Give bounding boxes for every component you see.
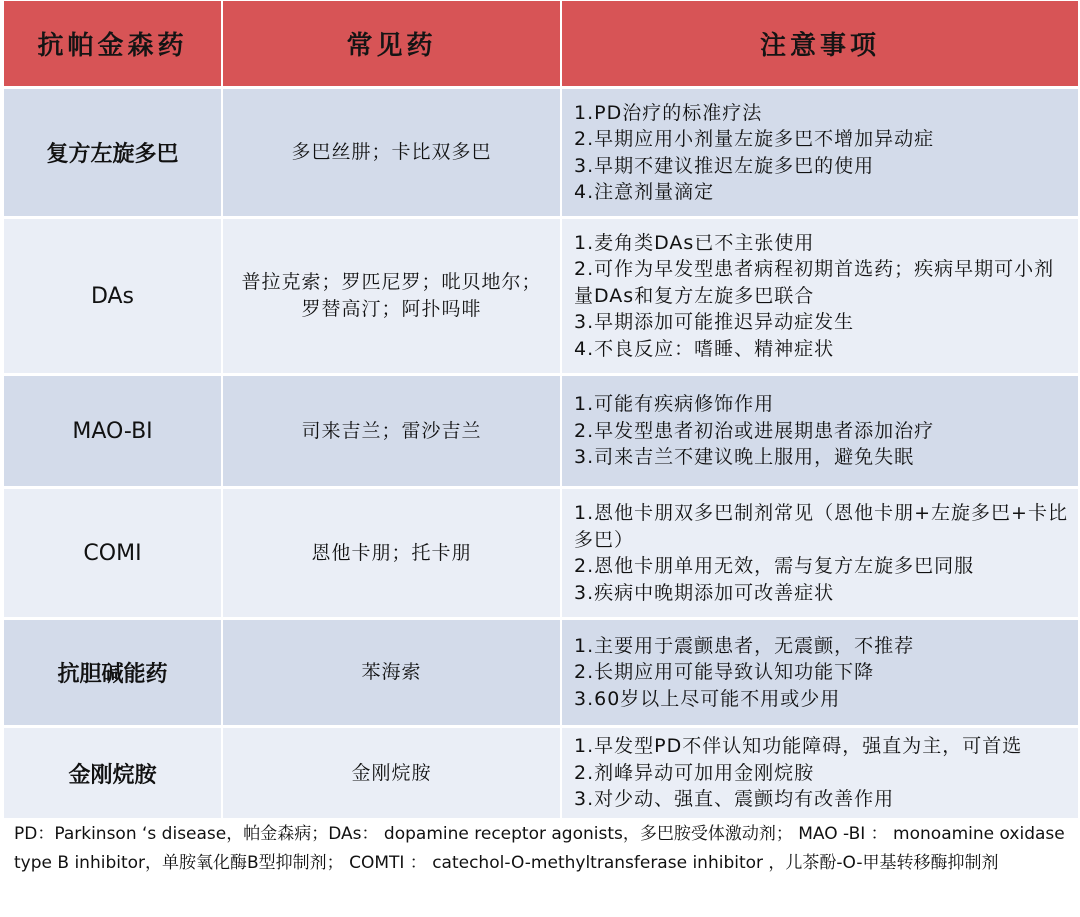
- common-drugs: 普拉克索；罗匹尼罗；吡贝地尔；罗替高汀；阿扑吗啡: [222, 218, 561, 375]
- table-row: [4, 88, 1078, 218]
- drug-class-name-text: MAO-BI: [72, 418, 153, 444]
- drug-class-name-text: COMI: [83, 540, 142, 566]
- note-item: 2.长期应用可能导致认知功能下降: [574, 661, 875, 684]
- note-item: 3.对少动、强直、震颤均有改善作用: [574, 788, 895, 811]
- note-item: 3.早期添加可能推迟异动症发生: [574, 311, 855, 334]
- header-row: [4, 1, 1078, 88]
- drug-table: [4, 1, 1078, 821]
- drug-class-name: [4, 218, 222, 375]
- notes-cell: [561, 727, 1078, 820]
- note-item: 1.可能有疾病修饰作用: [574, 393, 775, 416]
- drug-class-name: 金刚烷胺: [4, 727, 222, 820]
- note-item: 3.司来吉兰不建议晚上服用，避免失眠: [574, 446, 915, 469]
- header-drug-class: 抗帕金森药: [4, 1, 222, 88]
- table-row: [4, 218, 1078, 375]
- drug-class-name-text: DAs: [90, 283, 135, 309]
- note-item: 1.早发型PD不伴认知功能障碍，强直为主，可首选: [574, 735, 1023, 758]
- drug-class-name: 抗胆碱能药: [4, 619, 222, 727]
- note-item: 2.可作为早发型患者病程初期首选药；疾病早期可小剂量DAs和复方左旋多巴联合: [574, 258, 1055, 307]
- drug-class-name: [4, 488, 222, 619]
- note-item: 4.注意剂量滴定: [574, 181, 715, 203]
- common-drugs: 恩他卡朋；托卡朋: [222, 488, 561, 619]
- common-drugs: 多巴丝肼；卡比双多巴: [222, 88, 561, 218]
- note-item: 2.剂峰异动可加用金刚烷胺: [574, 761, 815, 784]
- notes-cell: [561, 488, 1078, 619]
- table-row: [4, 375, 1078, 488]
- header-notes: 注意事项: [561, 1, 1078, 88]
- common-drugs: 金刚烷胺: [222, 727, 561, 820]
- note-item: 4.不良反应：嗜睡、精神症状: [574, 337, 835, 360]
- note-item: 1.主要用于震颤患者，无震颤，不推荐: [574, 634, 915, 657]
- common-drugs: 苯海索: [222, 619, 561, 727]
- note-item: 2.早期应用小剂量左旋多巴不增加异动症: [574, 128, 935, 150]
- header-common-drugs: 常见药: [222, 1, 561, 88]
- note-item: 3.60岁以上尽可能不用或少用: [574, 687, 841, 710]
- note-item: 1.麦角类DAs已不主张使用: [574, 231, 815, 254]
- table-row: [4, 619, 1078, 727]
- note-item: 3.早期不建议推迟左旋多巴的使用: [574, 154, 875, 177]
- table-row: [4, 488, 1078, 619]
- notes-cell: [561, 218, 1078, 375]
- notes-cell: [561, 619, 1078, 727]
- notes-cell: [561, 88, 1078, 218]
- table-row: [4, 727, 1078, 820]
- drug-class-name: 复方左旋多巴: [4, 88, 222, 218]
- notes-cell: [561, 375, 1078, 488]
- common-drugs: 司来吉兰；雷沙吉兰: [222, 375, 561, 488]
- note-item: 2.早发型患者初治或进展期患者添加治疗: [574, 419, 935, 442]
- drug-class-name: [4, 375, 222, 488]
- note-item: 3.疾病中晚期添加可改善症状: [574, 581, 835, 604]
- note-item: 1.PD治疗的标准疗法: [574, 101, 763, 124]
- note-item: 2.恩他卡朋单用无效，需与复方左旋多巴同服: [574, 555, 975, 577]
- abbreviation-footnote: PD：Parkinson ‘s disease，帕金森病；DAs： dopamine receptor agonists，多巴胺受体激动剂； MAO -BI ： monoamine oxidase type B inhibitor，单胺氧化酶B型抑制剂； COMTI ： catechol-O-methyltransferase inhibitor ，儿茶酚-O-甲基转移酶抑制剂: [14, 824, 1065, 873]
- note-item: 1.恩他卡朋双多巴制剂常见（恩他卡朋+左旋多巴+卡比多巴）: [574, 502, 1068, 551]
